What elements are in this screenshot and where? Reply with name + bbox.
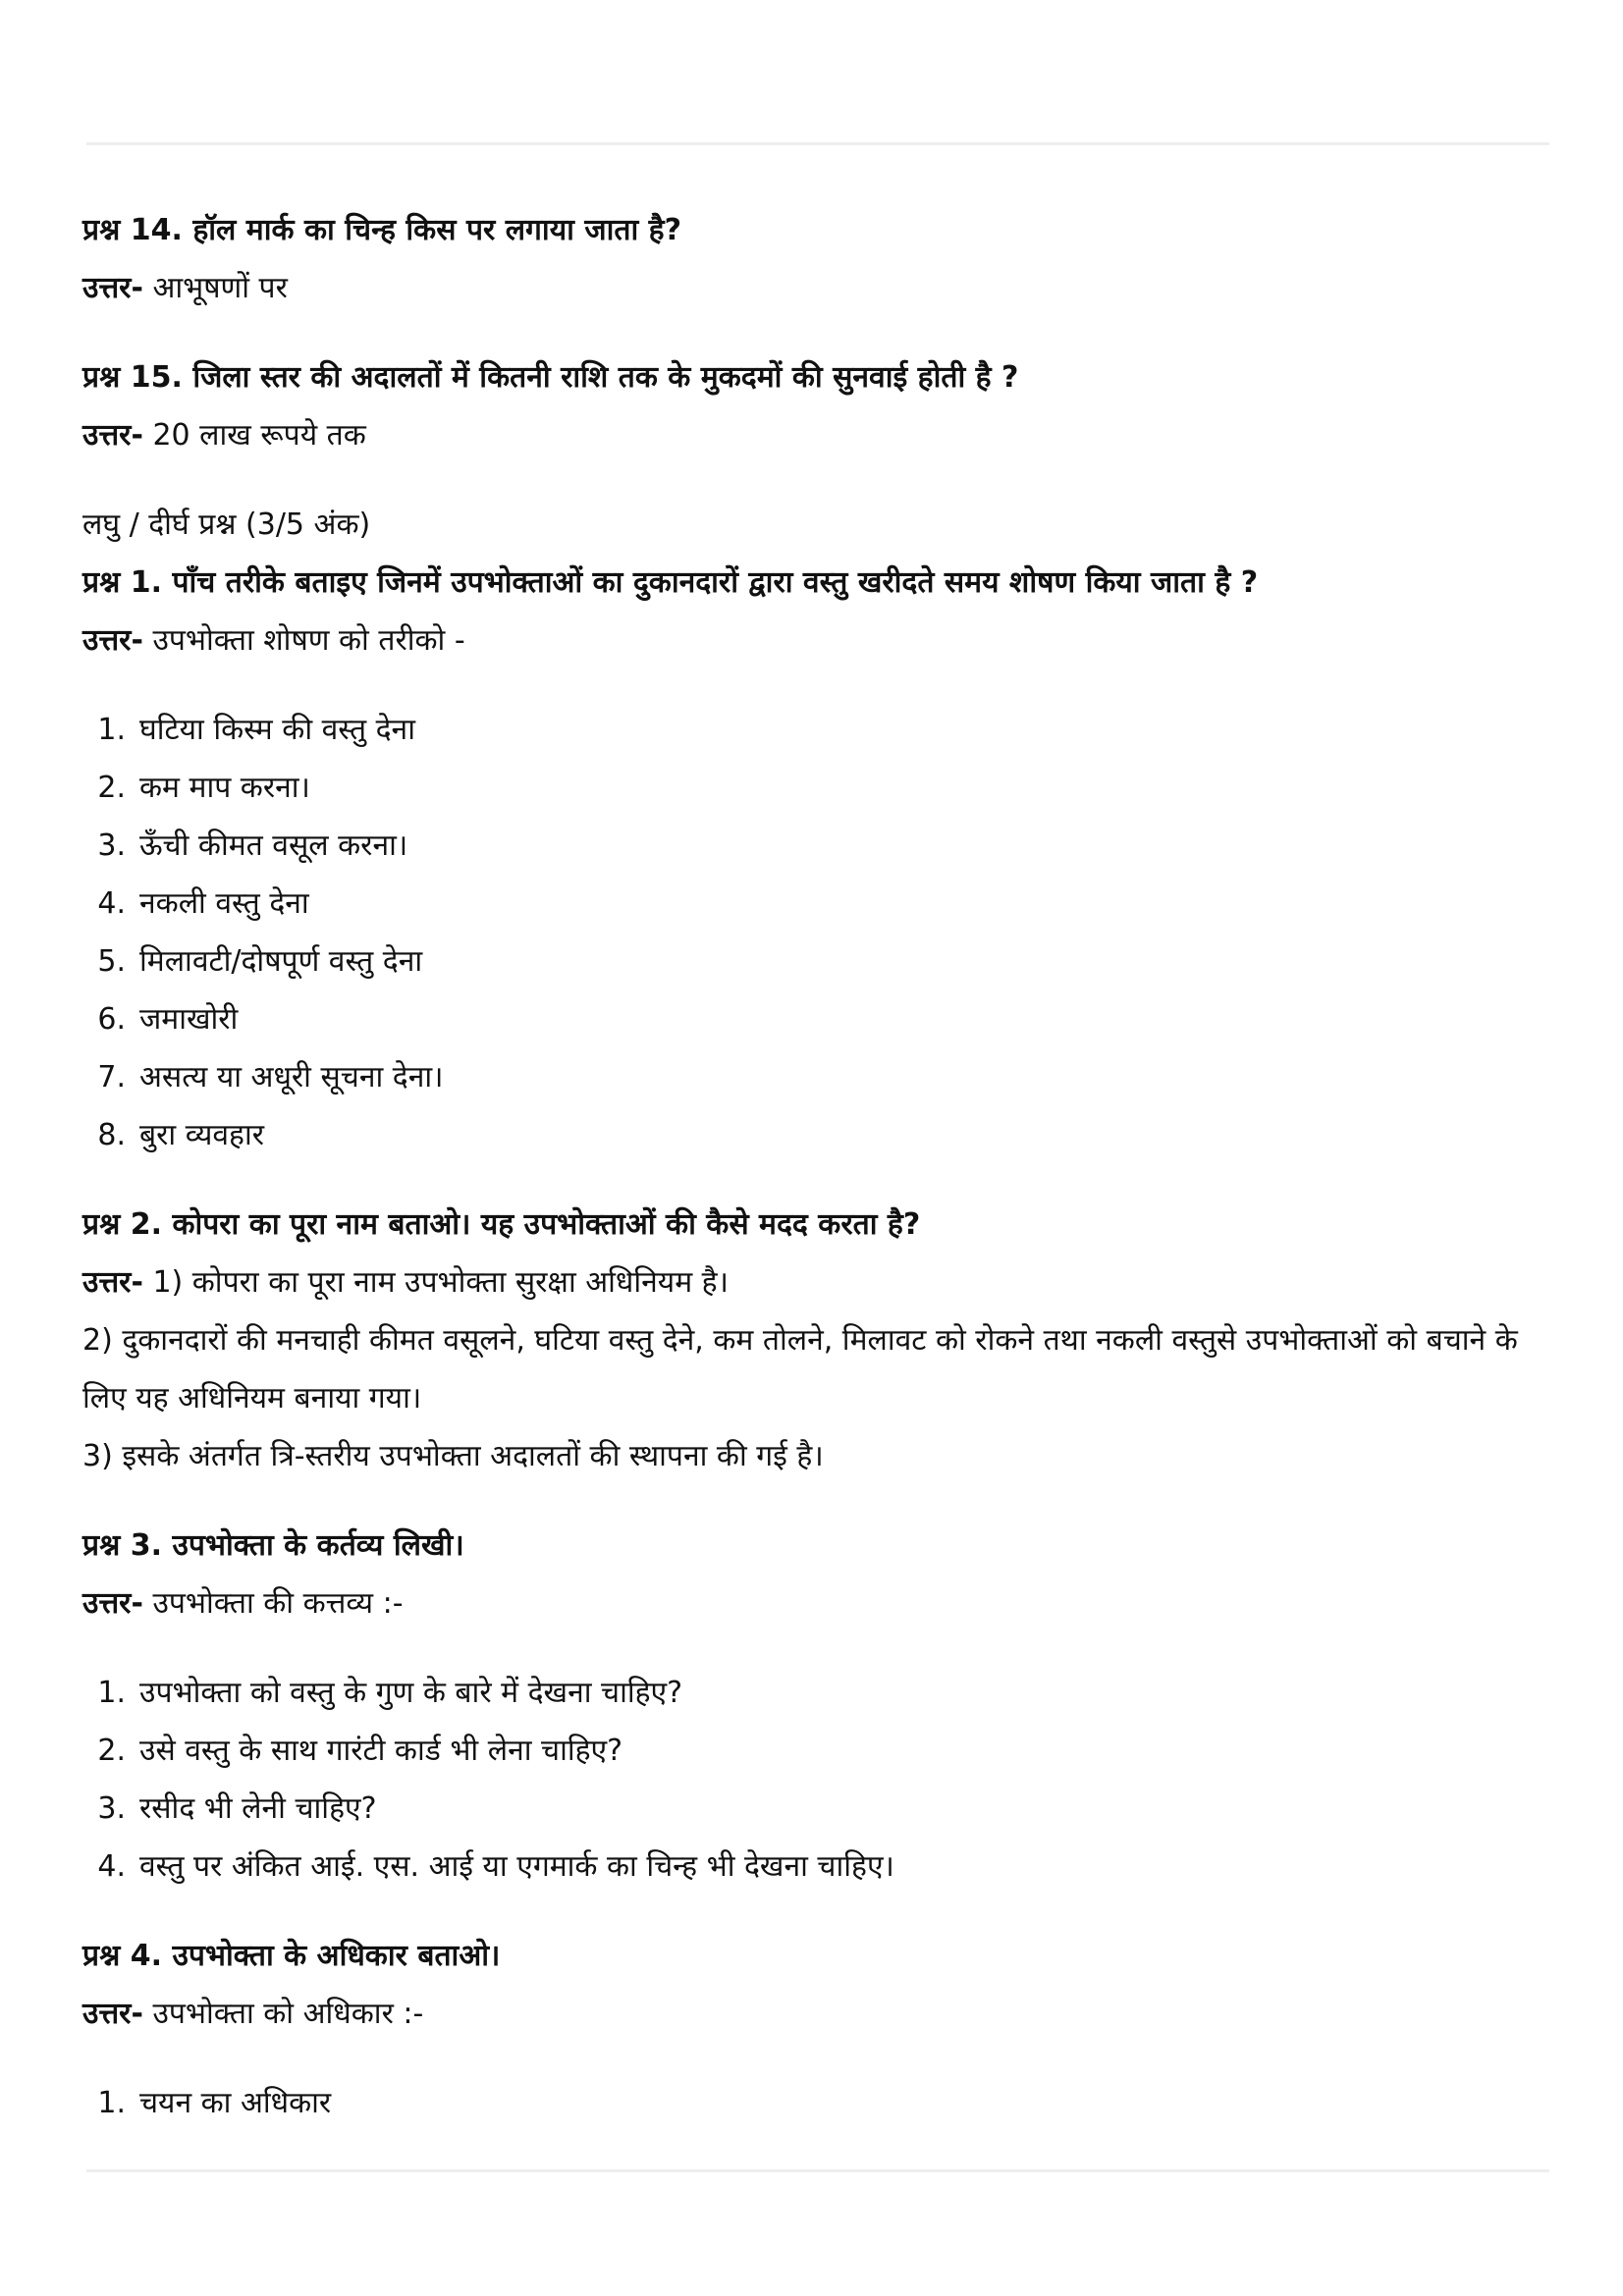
list-item: 6. जमाखोरी — [97, 1002, 239, 1037]
answer-3 — [82, 1575, 1545, 1632]
question-block-15 — [82, 348, 1545, 464]
question-1: प्रश्न 1. पाँच तरीके बताइए जिनमें उपभोक्ताओं का दुकानदारों द्वारा वस्तु खरीदते समय शोषण किया जाता है ? — [82, 565, 1259, 600]
list-item: 3. रसीद भी लेनी चाहिए? — [97, 1791, 377, 1826]
question-14: प्रश्न 14. हॉल मार्क का चिन्ह किस पर लगाया जाता है? — [82, 213, 681, 247]
question-3: प्रश्न 3. उपभोक्ता के कर्तव्य लिखी। — [82, 1528, 464, 1563]
list-item: 3. ऊँची कीमत वसूल करना। — [97, 828, 408, 863]
list-item: 2. कम माप करना। — [97, 771, 310, 805]
answer-1-list — [82, 701, 1545, 1164]
answer-1 — [82, 612, 1545, 669]
question-4: प्रश्न 4. उपभोक्ता के अधिकार बताओ। — [82, 1939, 501, 1973]
answer-text: उपभोक्ता की कत्तव्य :- — [142, 1586, 404, 1621]
question-block-2 — [82, 1196, 1545, 1485]
answer-label: उत्तर- — [82, 1586, 143, 1621]
answer-label: उत्तर- — [82, 418, 143, 453]
list-item: 1. घटिया किस्म की वस्तु देना — [97, 713, 415, 747]
bottom-divider — [86, 2169, 1549, 2172]
answer-14 — [82, 259, 1545, 317]
answer-label: उत्तर- — [82, 271, 143, 305]
answer-label: उत्तर- — [82, 623, 143, 658]
list-item: 1. उपभोक्ता को वस्तु के गुण के बारे में देखना चाहिए? — [97, 1676, 683, 1710]
answer-text: उपभोक्ता को अधिकार :- — [142, 1997, 424, 2031]
list-item: 1. चयन का अधिकार — [97, 2086, 332, 2120]
answer-label: उत्तर- — [82, 1265, 143, 1300]
answer-4 — [82, 1985, 1545, 2043]
answer-2-para-2: 2) दुकानदारों की मनचाही कीमत वसूलने, घटिया वस्तु देने, कम तोलने, मिलावट को रोकने तथा नकली वस्तुसे उपभोक्ताओं को बचाने के लिए यह अधिनियम बनाया गया। — [82, 1323, 1518, 1415]
answer-4-list — [82, 2074, 1545, 2132]
list-item: 4. नकली वस्तु देना — [97, 886, 309, 921]
answer-2-para-3: 3) इसके अंतर्गत त्रि-स्तरीय उपभोक्ता अदालतों की स्थापना की गई है। — [82, 1439, 824, 1473]
list-item: 8. बुरा व्यवहार — [97, 1118, 265, 1152]
document-body — [82, 201, 1545, 2132]
answer-text: 1) कोपरा का पूरा नाम उपभोक्ता सुरक्षा अधिनियम है। — [142, 1265, 729, 1300]
answer-text: उपभोक्ता शोषण को तरीको - — [142, 623, 465, 658]
answer-text: आभूषणों पर — [142, 271, 288, 305]
answer-3-list — [82, 1664, 1545, 1896]
top-divider — [86, 142, 1549, 145]
list-item: 5. मिलावटी/दोषपूर्ण वस्तु देना — [97, 944, 423, 979]
answer-text: 20 लाख रूपये तक — [142, 418, 366, 453]
list-item: 2. उसे वस्तु के साथ गारंटी कार्ड भी लेना चाहिए? — [97, 1734, 623, 1768]
section-heading: लघु / दीर्घ प्रश्न (3/5 अंक) — [82, 507, 371, 542]
question-15: प्रश्न 15. जिला स्तर की अदालतों में कितनी राशि तक के मुकदमों की सुनवाई होती है ? — [82, 360, 1019, 395]
question-block-1 — [82, 554, 1545, 1164]
question-block-3 — [82, 1517, 1545, 1896]
answer-15 — [82, 406, 1545, 464]
question-block-14 — [82, 201, 1545, 317]
list-item: 4. वस्तु पर अंकित आई. एस. आई या एगमार्क का चिन्ह भी देखना चाहिए। — [97, 1849, 894, 1884]
list-item: 7. असत्य या अधूरी सूचना देना। — [97, 1060, 444, 1095]
answer-label: उत्तर- — [82, 1997, 143, 2031]
question-2: प्रश्न 2. कोपरा का पूरा नाम बताओ। यह उपभोक्ताओं की कैसे मदद करता है? — [82, 1207, 921, 1242]
answer-2 — [82, 1254, 1545, 1311]
question-block-4 — [82, 1927, 1545, 2132]
